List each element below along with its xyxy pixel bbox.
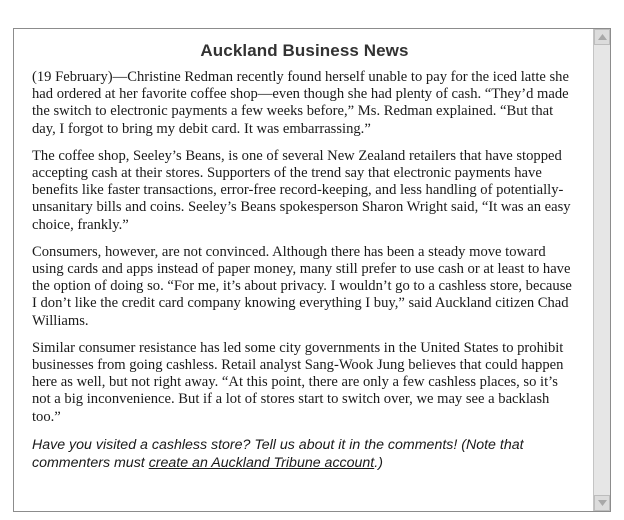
scroll-up-button[interactable]	[594, 29, 610, 45]
vertical-scrollbar[interactable]	[593, 29, 610, 511]
closing-text-suffix: .)	[374, 454, 383, 471]
article-paragraph-1: (19 February)—Christine Redman recently found herself unable to pay for the iced latte she had ordered at her favorite coffee shop—even though she had plenty of cash. “They’d made the switch to electronic payments a few weeks before,” Ms. Redman explained. “But that day, I forgot to bring my debit card. It was embarrassing.”	[32, 69, 569, 137]
article-paragraph-3: Consumers, however, are not convinced. Although there has been a steady move toward using cards and apps instead of paper money, many still prefer to use cash or at least to have the option of doing so. “For me, it’s about privacy. I wouldn’t go to a cashless store, because I don’t like the credit card company knowing everything I buy,” said Auckland citizen Chad Williams.	[32, 243, 572, 329]
scroll-down-button[interactable]	[594, 495, 610, 511]
article-window	[13, 28, 611, 512]
article-headline: Auckland Business News	[200, 41, 409, 60]
article-paragraph-4: Similar consumer resistance has led some city governments in the United States to prohibit businesses from going cashless. Retail analyst Sang-Wook Jung believes that could happen here as well, but not right away. “At this point, there are only a few cashless places, so it’s not a big inconvenience. But if a lot of stores start to switch over, we may see a backlash too.”	[32, 339, 564, 425]
article-closing-note	[32, 436, 577, 472]
create-account-link[interactable]: create an Auckland Tribune account	[148, 454, 375, 471]
closing-text-prefix: Have you visited a cashless store? Tell us about it in the comments! (Note that commenters must	[32, 436, 524, 471]
triangle-down-icon	[598, 500, 607, 506]
article-content	[14, 29, 593, 511]
article-paragraph-2: The coffee shop, Seeley’s Beans, is one of several New Zealand retailers that have stopped accepting cash at their stores. Supporters of the trend say that electronic payments have benefits like faster transactions, error-free record-keeping, and less handling of potentially-unsanitary bills and coins. Seeley’s Beans spokesperson Sharon Wright said, “It was an easy choice, frankly.”	[32, 147, 571, 233]
triangle-up-icon	[598, 34, 607, 40]
